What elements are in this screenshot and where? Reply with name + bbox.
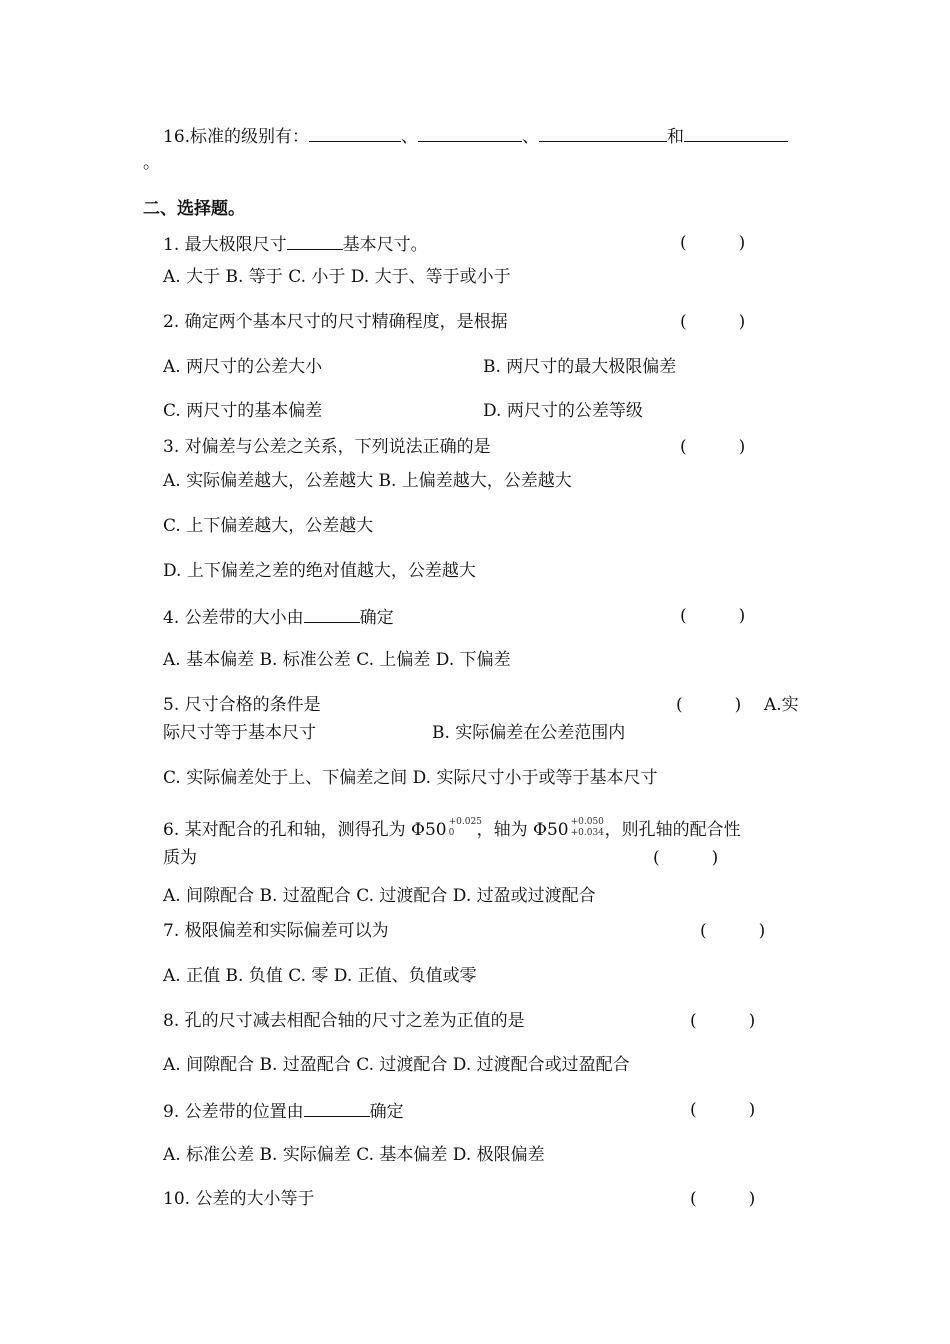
q16-blank-4[interactable]	[684, 124, 788, 142]
q7-answer-paren[interactable]: ( )	[700, 921, 766, 941]
q1-stem	[163, 232, 428, 256]
q6-stem	[163, 819, 741, 841]
q1-prefix: 1. 最大极限尺寸	[163, 235, 287, 255]
section-title: 二、选择题。	[143, 199, 245, 219]
q4-stem	[163, 605, 394, 629]
q16-line	[163, 124, 788, 148]
q9-stem	[163, 1099, 404, 1123]
q6-part3: ，则孔轴的配合性	[604, 820, 741, 840]
q2-option-d: D. 两尺寸的公差等级	[483, 401, 643, 421]
q9-prefix: 9. 公差带的位置由	[163, 1102, 304, 1122]
q6-answer-paren[interactable]: ( )	[653, 848, 719, 868]
q10-stem: 10. 公差的大小等于	[163, 1189, 315, 1209]
q10-answer-paren[interactable]: ( )	[690, 1189, 756, 1209]
q1-answer-paren[interactable]: ( )	[680, 233, 746, 253]
q9-blank[interactable]	[304, 1099, 370, 1117]
q2-option-a: A. 两尺寸的公差大小	[163, 357, 323, 377]
q3-option-d: D. 上下偏差之差的绝对值越大，公差越大	[163, 561, 476, 581]
q6-part1: 6. 某对配合的孔和轴，测得孔为 Φ50	[163, 820, 447, 840]
q1-options: A. 大于 B. 等于 C. 小于 D. 大于、等于或小于	[163, 267, 511, 287]
q5-trail: A.实	[764, 695, 799, 715]
q16-end: 。	[143, 153, 160, 173]
q3-option-c: C. 上下偏差越大，公差越大	[163, 516, 374, 536]
q6-options: A. 间隙配合 B. 过盈配合 C. 过渡配合 D. 过盈或过渡配合	[163, 886, 596, 906]
q4-suffix: 确定	[359, 608, 394, 628]
q5-answer-paren[interactable]: ( )	[676, 695, 742, 715]
q16-and: 和	[667, 127, 685, 147]
q1-blank[interactable]	[287, 232, 343, 250]
q2-option-b: B. 两尺寸的最大极限偏差	[483, 357, 677, 377]
q8-answer-paren[interactable]: ( )	[690, 1011, 756, 1031]
q4-answer-paren[interactable]: ( )	[680, 606, 746, 626]
q3-answer-paren[interactable]: ( )	[680, 437, 746, 457]
q6-part2: ，轴为 Φ50	[476, 820, 569, 840]
q16-blank-1[interactable]	[309, 124, 401, 142]
q16-sep: 、	[401, 127, 419, 147]
shaft-tolerance: +0.050 +0.034	[570, 817, 604, 838]
q9-options: A. 标准公差 B. 实际偏差 C. 基本偏差 D. 极限偏差	[163, 1145, 545, 1165]
q4-options: A. 基本偏差 B. 标准公差 C. 上偏差 D. 下偏差	[163, 650, 511, 670]
q3-option-ab: A. 实际偏差越大，公差越大 B. 上偏差越大，公差越大	[163, 471, 572, 491]
q16-blank-2[interactable]	[418, 124, 522, 142]
q1-suffix: 基本尺寸。	[342, 235, 428, 255]
q16-blank-3[interactable]	[539, 124, 667, 142]
q6-stem-cont: 质为	[163, 848, 197, 868]
q2-stem: 2. 确定两个基本尺寸的尺寸精确程度，是根据	[163, 312, 508, 332]
q16-text: 16.标准的级别有：	[163, 127, 310, 147]
q5-option-a-cont: 际尺寸等于基本尺寸	[163, 723, 316, 743]
q9-answer-paren[interactable]: ( )	[690, 1100, 756, 1120]
q2-option-c: C. 两尺寸的基本偏差	[163, 401, 323, 421]
q4-blank[interactable]	[304, 605, 360, 623]
q9-suffix: 确定	[369, 1102, 404, 1122]
q16-sep: 、	[522, 127, 540, 147]
q8-stem: 8. 孔的尺寸减去相配合轴的尺寸之差为正值的是	[163, 1011, 525, 1031]
q7-stem: 7. 极限偏差和实际偏差可以为	[163, 921, 389, 941]
q3-stem: 3. 对偏差与公差之关系，下列说法正确的是	[163, 437, 491, 457]
q2-answer-paren[interactable]: ( )	[680, 312, 746, 332]
q5-option-cd: C. 实际偏差处于上、下偏差之间 D. 实际尺寸小于或等于基本尺寸	[163, 768, 658, 788]
q7-options: A. 正值 B. 负值 C. 零 D. 正值、负值或零	[163, 966, 477, 986]
q4-prefix: 4. 公差带的大小由	[163, 608, 304, 628]
q8-options: A. 间隙配合 B. 过盈配合 C. 过渡配合 D. 过渡配合或过盈配合	[163, 1055, 630, 1075]
hole-tolerance: +0.025 0	[448, 817, 482, 838]
q5-stem: 5. 尺寸合格的条件是	[163, 695, 321, 715]
q5-option-b: B. 实际偏差在公差范围内	[432, 723, 626, 743]
